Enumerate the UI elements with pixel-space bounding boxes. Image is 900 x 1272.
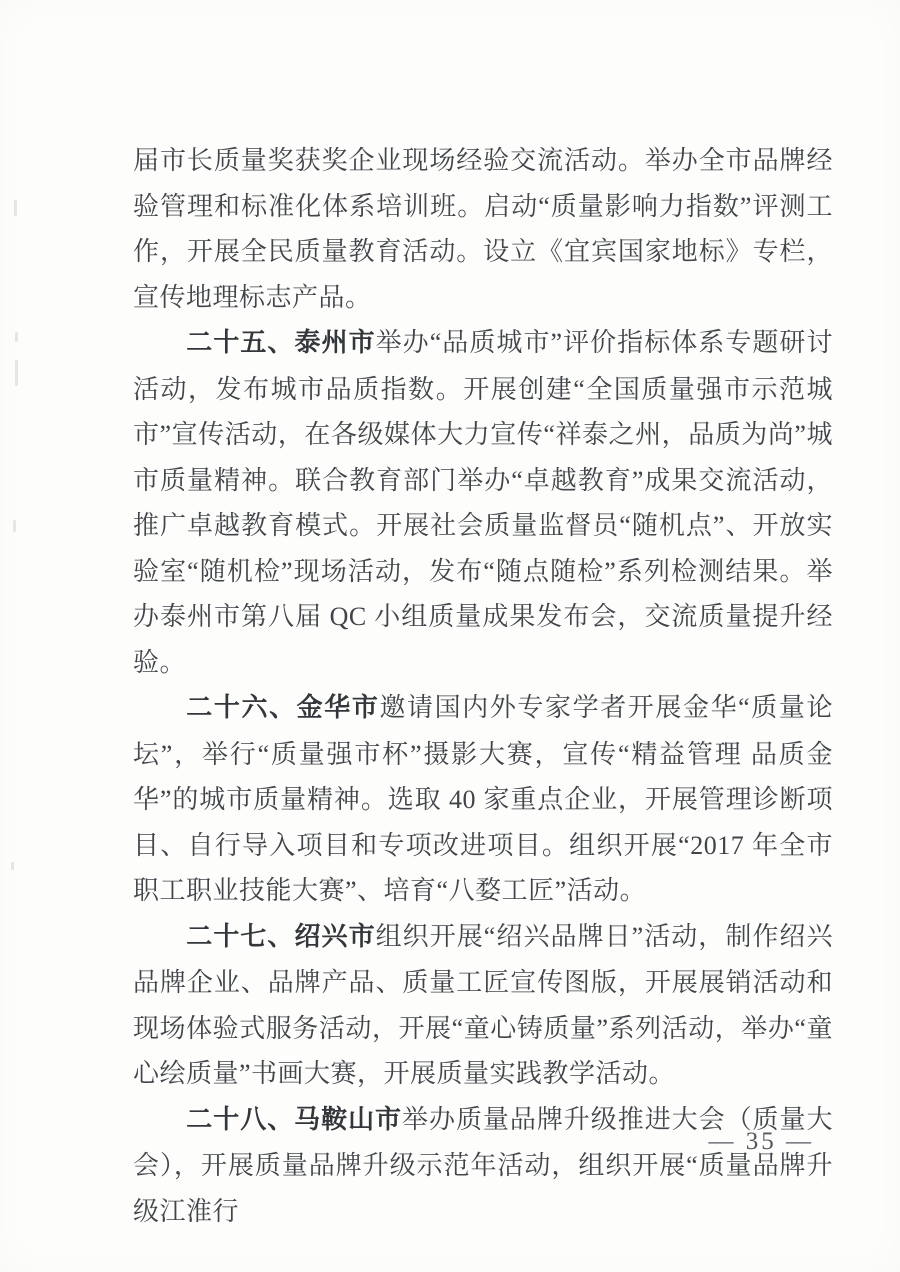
paragraph-text: 组织开展“绍兴品牌日”活动，制作绍兴品牌企业、品牌产品、质量工匠宣传图版，开展展销活动和现场体验式服务活动，开展“童心铸质量”系列活动，举办“童心绘质量”书画大赛，开展质量实践教学活动。: [133, 921, 833, 1088]
text-block: [133, 138, 833, 1234]
scan-artifact: [15, 360, 18, 386]
scan-artifact: [14, 200, 17, 216]
paragraph-jinhua: [133, 685, 833, 914]
scan-artifact: [11, 862, 14, 870]
scan-artifact: [13, 520, 16, 532]
paragraph-lead: 二十五、泰州市: [186, 328, 376, 358]
page-number: — 35 —: [708, 1128, 814, 1155]
paragraph-lead: 二十八、马鞍山市: [186, 1104, 403, 1135]
paragraph-text: 邀请国内外专家学者开展金华“质量论坛”，举行“质量强市杯”摄影大赛，宣传“精益管理 品质金华”的城市质量精神。选取 40 家重点企业，开展管理诊断项目、自行导入项目和专项改进项目。组织开展“2017 年全市职工职业技能大赛”、培育“八婺工匠”活动。: [133, 693, 833, 905]
scan-artifact: [15, 332, 18, 342]
paragraph-lead: 二十六、金华市: [186, 693, 380, 723]
paragraph-text: 举办质量品牌升级推进大会（质量大会），开展质量品牌升级示范年活动，组织开展“质量品牌升级江淮行: [133, 1104, 833, 1226]
paragraph-maanshan: [133, 1097, 833, 1235]
paragraph-text: 举办“品质城市”评价指标体系专题研讨活动，发布城市品质指数。开展创建“全国质量强市示范城市”宣传活动，在各级媒体大力宣传“祥泰之州，品质为尚”城市质量精神。联合教育部门举办“卓越教育”成果交流活动，推广卓越教育模式。开展社会质量监督员“随机点”、开放实验室“随机检”现场活动，发布“随点随检”系列检测结果。举办泰州市第八届 QC 小组质量成果发布会，交流质量提升经验。: [133, 328, 833, 677]
paragraph-taizhou: [133, 320, 833, 685]
paragraph-continuation: [133, 138, 833, 320]
paragraph-shaoxing: [133, 914, 833, 1097]
paragraph-lead: 二十七、绍兴市: [186, 921, 376, 952]
paragraph-text: 届市长质量奖获奖企业现场经验交流活动。举办全市品牌经验管理和标准化体系培训班。启动“质量影响力指数”评测工作，开展全民质量教育活动。设立《宜宾国家地标》专栏，宣传地理标志产品。: [133, 146, 833, 312]
